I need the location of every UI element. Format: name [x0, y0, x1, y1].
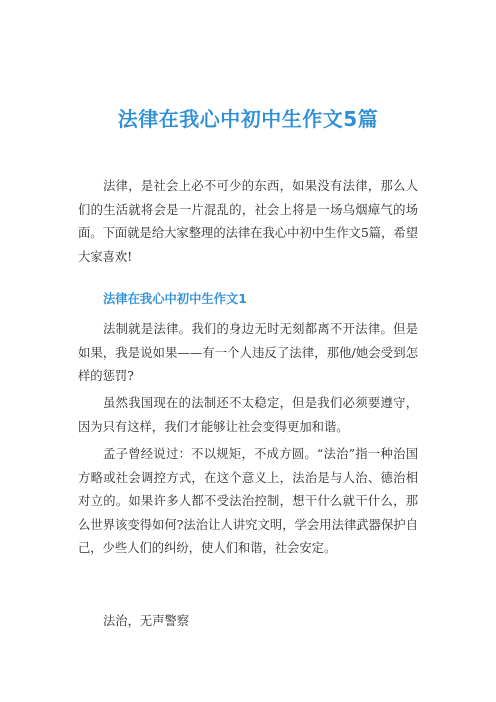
- body-paragraph-3: 孟子曾经说过：不以规矩，不成方圆。“法治”指一种治国方略或社会调控方式，在这个意义上，法治是与人治、德治相对立的。如果许多人都不受法治控制，想干什么就干什么，那么世界该变得如何?法治让人讲究文明，学会用法律武器保护自己，少些人们的纠纷，使人们和谐，社会安定。: [78, 447, 418, 555]
- document-title: 法律在我心中初中生作文5篇: [117, 107, 379, 131]
- body-paragraph-1: 法制就是法律。我们的身边无时无刻都离不开法律。但是如果，我是说如果——有一个人违反了法律，那他/她会受到怎样的惩罚?: [78, 322, 418, 383]
- intro-paragraph: 法律，是社会上必不可少的东西，如果没有法律，那么人们的生活就将会是一片混乱的，社会上将是一场乌烟瘴气的场面。下面就是给大家整理的法律在我心中初中生作文5篇，希望大家喜欢!: [78, 179, 418, 264]
- section-heading: 法律在我心中初中生作文1: [103, 292, 247, 306]
- body-paragraph-2: 虽然我国现在的法制还不太稳定，但是我们必须要遵守，因为只有这样，我们才能够让社会变得更加和谐。: [78, 396, 418, 434]
- body-paragraph-4: 法治，无声警察: [103, 614, 190, 628]
